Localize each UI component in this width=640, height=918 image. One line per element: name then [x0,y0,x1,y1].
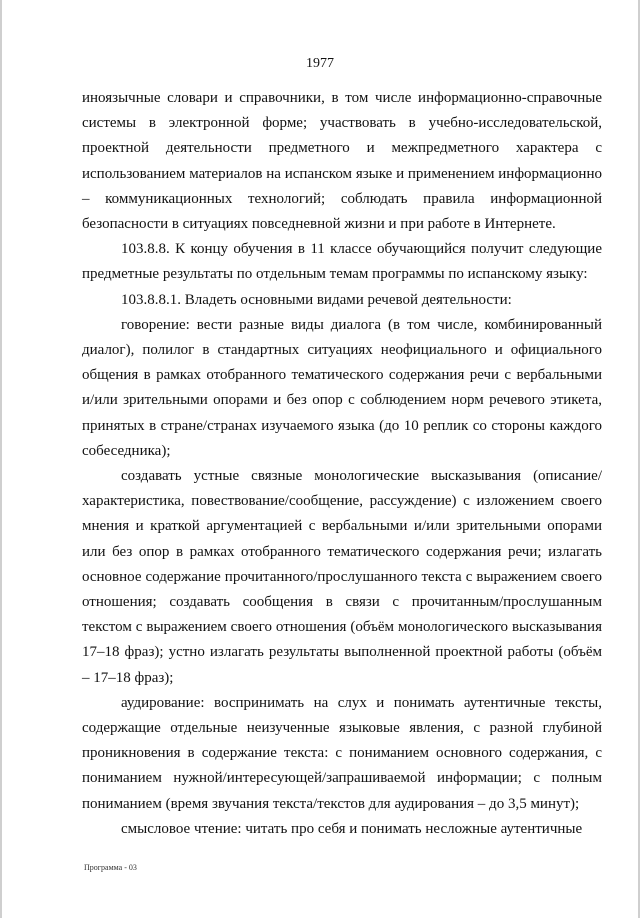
page-footer: Программа - 03 [84,863,137,872]
paragraph-speaking: говорение: вести разные виды диалога (в том числе, комбинированный диалог), полилог в стандартных ситуациях неофициального и официального общения в рамках отобранного тематического содержания речи с вербальными и/или зрительными опорами и без опор с соблюдением норм речевого этикета, принятых в стране/странах изучаемого языка (до 10 реплик со стороны каждого собеседника); [82,316,602,459]
paragraph-section-103-8-8-1: 103.8.8.1. Владеть основными видами речевой деятельности: [121,291,512,308]
paragraph-reading: смысловое чтение: читать про себя и понимать несложные аутентичные [121,820,583,837]
paragraph-monologue: создавать устные связные монологические высказывания (описание/характеристика, повествование/сообщение, рассуждение) с изложением своего мнения и краткой аргументацией с вербальными и/или зрительными опорами или без опор в рамках отобранного тематического содержания речи; излагать основное содержание прочитанного/прослушанного текста с выражением своего отношения; создавать сообщения в связи с прочитанным/прослушанным текстом с выражением своего отношения (объём монологического высказывания 17–18 фраз); устно излагать результаты выполненной проектной работы (объём – 17–18 фраз); [82,468,602,686]
page-number: 1977 [306,56,334,71]
paragraph-section-103-8-8: 103.8.8. К концу обучения в 11 классе обучающийся получит следующие предметные результаты по отдельным темам программы по испанскому языку: [82,241,602,283]
paragraph-listening: аудирование: воспринимать на слух и понимать аутентичные тексты, содержащие отдельные неизученные языковые явления, с разной глубиной проникновения в содержание текста: с пониманием основного содержания, с пониманием нужной/интересующей/запрашиваемой информации; с полным пониманием (время звучания текста/текстов для аудирования – до 3,5 минут); [82,694,602,812]
document-body [82,86,602,842]
paragraph-continuation: иноязычные словари и справочники, в том числе информационно-справочные системы в электронной форме; участвовать в учебно-исследовательской, проектной деятельности предметного и межпредметного характера с использованием материалов на испанском языке и применением информационно – коммуникационных технологий; соблюдать правила информационной безопасности в ситуациях повседневной жизни и при работе в Интернете. [82,90,602,233]
